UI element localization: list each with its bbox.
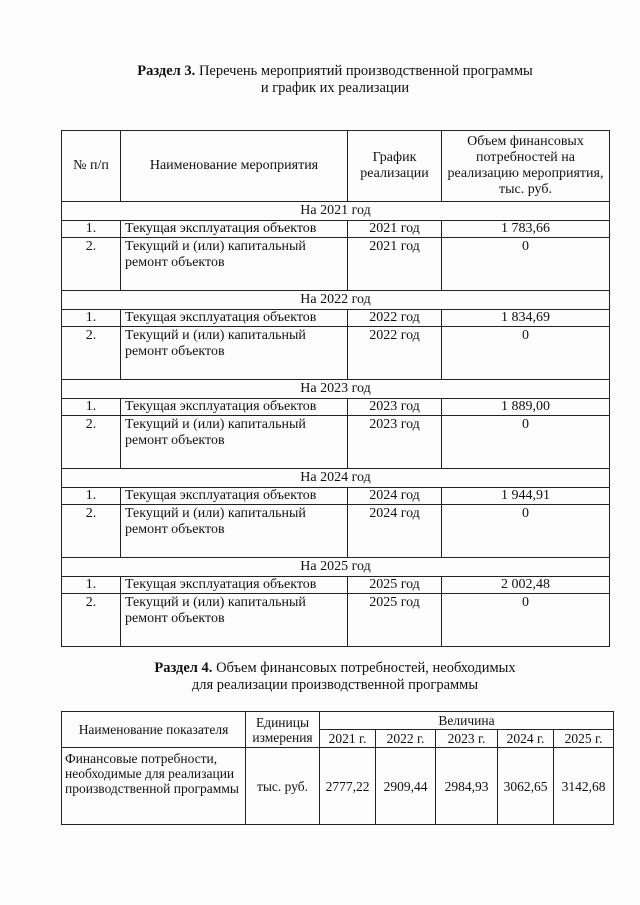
event-value: 0	[442, 416, 610, 469]
event-name: Текущая эксплуатация объектов	[121, 310, 348, 327]
year-row	[62, 291, 610, 310]
event-row	[62, 399, 610, 416]
event-value: 1 944,91	[442, 488, 610, 505]
event-schedule: 2024 год	[348, 488, 442, 505]
units-cell: тыс. руб.	[246, 748, 320, 825]
value-cell: 3142,68	[554, 748, 614, 825]
event-num: 2.	[62, 416, 121, 469]
finance-header-row-1	[62, 712, 614, 730]
event-name: Текущая эксплуатация объектов	[121, 221, 348, 238]
finance-data-row	[62, 748, 614, 825]
events-table-body	[62, 202, 610, 647]
event-schedule: 2023 год	[348, 399, 442, 416]
events-table-header-row	[62, 131, 610, 202]
header-finance: Объем финансовых потребностей на реализацию мероприятия, тыс. руб.	[442, 131, 610, 202]
events-table	[61, 130, 610, 647]
event-num: 1.	[62, 221, 121, 238]
event-name: Текущий и (или) капитальный ремонт объектов	[121, 594, 348, 647]
event-num: 1.	[62, 488, 121, 505]
year-row	[62, 380, 610, 399]
year-row	[62, 202, 610, 221]
event-num: 2.	[62, 238, 121, 291]
header-year: 2021 г.	[320, 730, 376, 748]
event-name: Текущий и (или) капитальный ремонт объектов	[121, 238, 348, 291]
event-name: Текущая эксплуатация объектов	[121, 399, 348, 416]
section3-label: Раздел 3.	[137, 63, 196, 79]
section4-title-line1: Объем финансовых потребностей, необходимых	[216, 660, 516, 676]
header-units: Единицы измерения	[246, 712, 320, 748]
value-cell: 2777,22	[320, 748, 376, 825]
year-title: На 2025 год	[62, 558, 610, 577]
year-title: На 2024 год	[62, 469, 610, 488]
event-row	[62, 221, 610, 238]
event-name: Текущая эксплуатация объектов	[121, 577, 348, 594]
event-name: Текущий и (или) капитальный ремонт объектов	[121, 327, 348, 380]
value-cell: 2909,44	[376, 748, 436, 825]
section3-title-line2: и график их реализации	[260, 80, 410, 96]
event-num: 1.	[62, 399, 121, 416]
event-value: 0	[442, 594, 610, 647]
event-num: 2.	[62, 327, 121, 380]
header-value: Величина	[320, 712, 614, 730]
year-row	[62, 469, 610, 488]
event-row	[62, 577, 610, 594]
event-row	[62, 238, 610, 291]
finance-table	[61, 711, 614, 825]
section4-title-line2: для реализации производственной программы	[191, 677, 479, 693]
indicator-cell: Финансовые потребности, необходимые для реализации производственной программы	[62, 748, 246, 825]
value-cell: 2984,93	[436, 748, 498, 825]
event-schedule: 2022 год	[348, 327, 442, 380]
event-schedule: 2021 год	[348, 238, 442, 291]
header-num: № п/п	[62, 131, 121, 202]
value-cell: 3062,65	[498, 748, 554, 825]
event-value: 0	[442, 238, 610, 291]
event-row	[62, 594, 610, 647]
event-schedule: 2025 год	[348, 594, 442, 647]
event-schedule: 2024 год	[348, 505, 442, 558]
event-value: 0	[442, 505, 610, 558]
event-value: 1 889,00	[442, 399, 610, 416]
event-name: Текущий и (или) капитальный ремонт объектов	[121, 416, 348, 469]
header-year: 2023 г.	[436, 730, 498, 748]
year-row	[62, 558, 610, 577]
year-title: На 2022 год	[62, 291, 610, 310]
event-num: 2.	[62, 594, 121, 647]
event-num: 1.	[62, 310, 121, 327]
event-name: Текущий и (или) капитальный ремонт объектов	[121, 505, 348, 558]
section3-title-line1: Перечень мероприятий производственной программы	[198, 63, 533, 79]
event-num: 2.	[62, 505, 121, 558]
event-schedule: 2025 год	[348, 577, 442, 594]
event-value: 1 834,69	[442, 310, 610, 327]
header-schedule: График реализации	[348, 131, 442, 202]
header-year: 2022 г.	[376, 730, 436, 748]
event-row	[62, 416, 610, 469]
section3-heading	[60, 63, 610, 97]
event-name: Текущая эксплуатация объектов	[121, 488, 348, 505]
event-value: 2 002,48	[442, 577, 610, 594]
event-schedule: 2021 год	[348, 221, 442, 238]
header-name: Наименование мероприятия	[121, 131, 348, 202]
section4-heading	[60, 660, 610, 694]
section4-label: Раздел 4.	[154, 660, 213, 676]
event-value: 1 783,66	[442, 221, 610, 238]
event-row	[62, 505, 610, 558]
event-schedule: 2023 год	[348, 416, 442, 469]
year-title: На 2021 год	[62, 202, 610, 221]
header-year: 2024 г.	[498, 730, 554, 748]
header-year: 2025 г.	[554, 730, 614, 748]
event-row	[62, 488, 610, 505]
event-value: 0	[442, 327, 610, 380]
header-indicator: Наименование показателя	[62, 712, 246, 748]
event-schedule: 2022 год	[348, 310, 442, 327]
event-row	[62, 310, 610, 327]
event-row	[62, 327, 610, 380]
event-num: 1.	[62, 577, 121, 594]
year-title: На 2023 год	[62, 380, 610, 399]
